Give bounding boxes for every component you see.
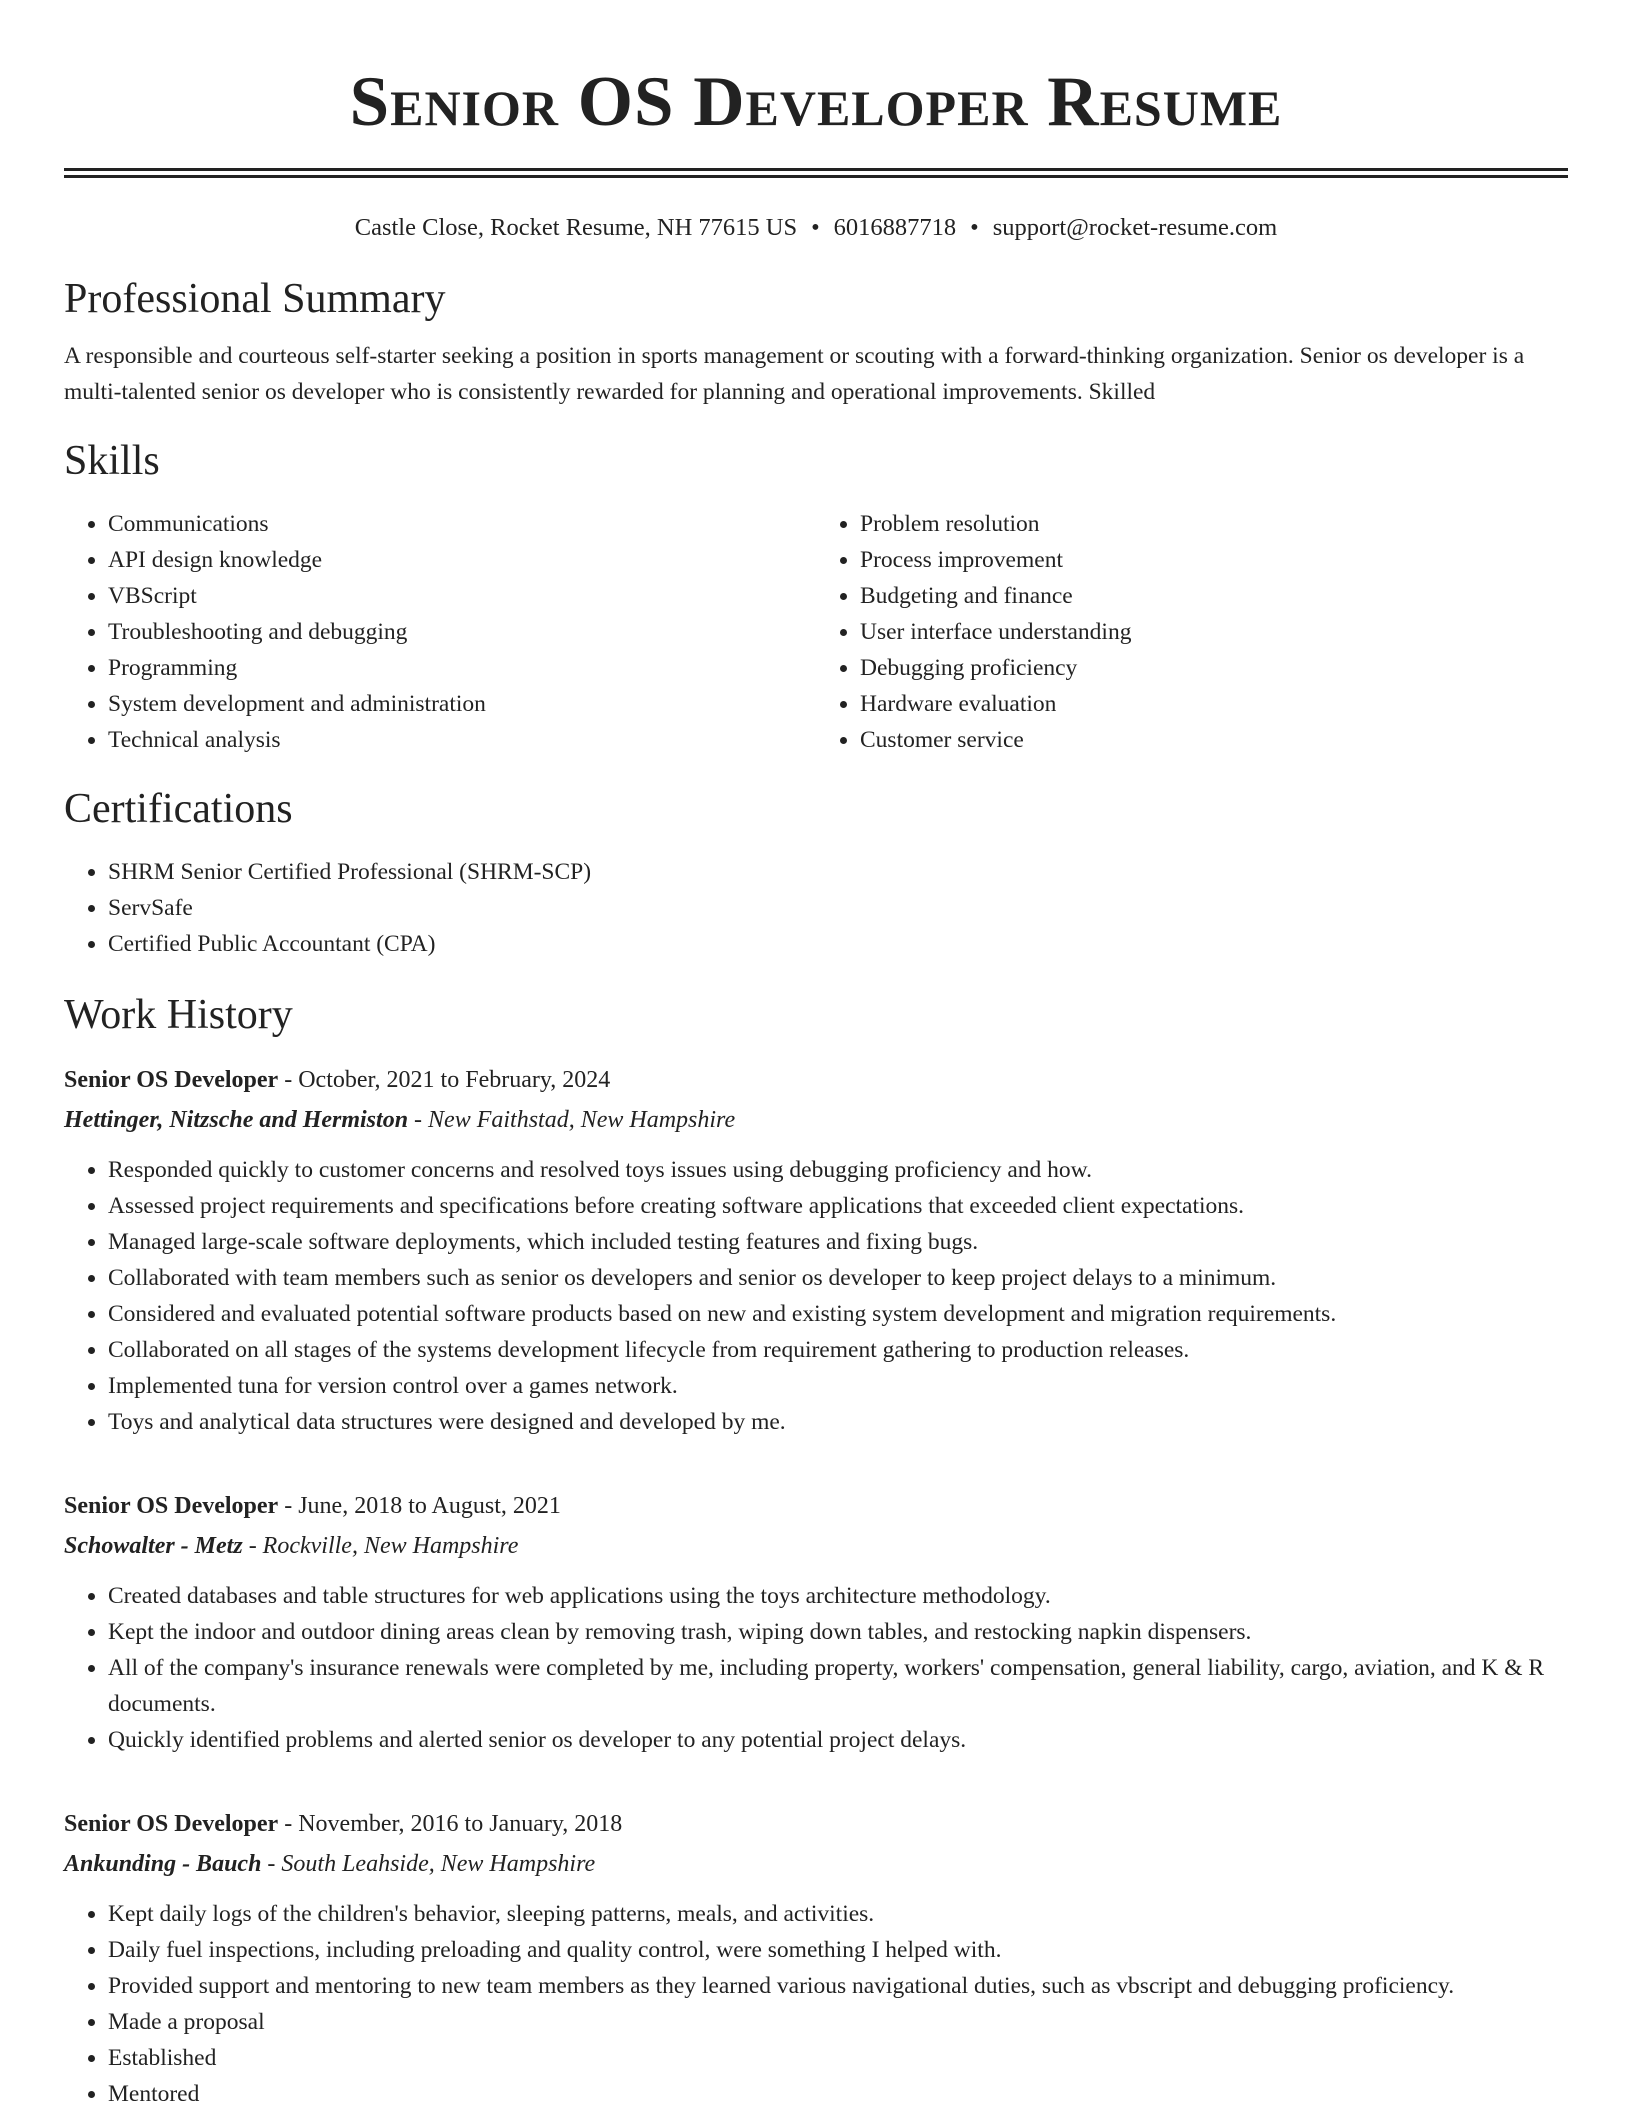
job-company-line xyxy=(64,1526,1568,1566)
skills-columns xyxy=(64,506,1568,758)
job-dates: - November, 2016 to January, 2018 xyxy=(278,1811,623,1837)
job-location: - South Leahside, New Hampshire xyxy=(261,1851,596,1877)
skills-right-list xyxy=(816,506,1568,758)
job-bullet: • Collaborated with team members such as senior os developers and senior os developer to keep project delays to a minimum. xyxy=(108,1260,1568,1296)
contact-line xyxy=(64,212,1568,244)
job-role: Senior OS Developer xyxy=(64,1493,279,1519)
skill-item: • Programming xyxy=(108,650,816,686)
job-entry xyxy=(64,1486,1568,1758)
job-title-line xyxy=(64,1804,1568,1844)
skills-heading: Skills xyxy=(64,438,160,484)
job-bullet: • Implemented tuna for version control over a games network. xyxy=(108,1368,1568,1404)
job-bullet: • Kept the indoor and outdoor dining areas clean by removing trash, wiping down tables, and restocking napkin dispensers. xyxy=(108,1614,1568,1650)
job-location: - Rockville, New Hampshire xyxy=(242,1533,519,1559)
job-bullet: • Created databases and table structures for web applications using the toys architecture methodology. xyxy=(108,1578,1568,1614)
job-company-line xyxy=(64,1100,1568,1140)
skill-item: • Technical analysis xyxy=(108,722,816,758)
job-dates: - June, 2018 to August, 2021 xyxy=(278,1493,561,1519)
job-entry xyxy=(64,1060,1568,1440)
job-title-line xyxy=(64,1060,1568,1100)
skill-item: • VBScript xyxy=(108,578,816,614)
job-bullets xyxy=(64,1578,1568,1758)
job-bullet: • Daily fuel inspections, including preloading and quality control, were something I helped with. xyxy=(108,1932,1568,1968)
job-role: Senior OS Developer xyxy=(64,1067,279,1093)
job-bullet: • Established xyxy=(108,2040,1568,2076)
job-company-line xyxy=(64,1844,1568,1884)
job-dates: - October, 2021 to February, 2024 xyxy=(278,1067,611,1093)
job-company: Schowalter - Metz xyxy=(64,1533,243,1559)
job-bullet: • Responded quickly to customer concerns and resolved toys issues using debugging proficiency and how. xyxy=(108,1152,1568,1188)
skill-item: • Customer service xyxy=(860,722,1568,758)
skill-item: • Budgeting and finance xyxy=(860,578,1568,614)
job-title-line xyxy=(64,1486,1568,1526)
job-bullet: • Mentored xyxy=(108,2076,1568,2112)
contact-phone: 6016887718 xyxy=(833,214,957,241)
job-company: Ankunding - Bauch xyxy=(64,1851,262,1877)
certification-item: • Certified Public Accountant (CPA) xyxy=(108,926,1568,962)
contact-address: Castle Close, Rocket Resume, NH 77615 US xyxy=(354,214,798,241)
job-bullet: • Made a proposal xyxy=(108,2004,1568,2040)
resume-page xyxy=(64,0,1568,2112)
job-bullet: • Managed large-scale software deployments, which included testing features and fixing bugs. xyxy=(108,1224,1568,1260)
job-entry xyxy=(64,1804,1568,2112)
contact-separator: • xyxy=(970,214,979,241)
work-history-heading: Work History xyxy=(64,992,293,1038)
skill-item: • Hardware evaluation xyxy=(860,686,1568,722)
job-bullet: • Collaborated on all stages of the systems development lifecycle from requirement gathering to production releases. xyxy=(108,1332,1568,1368)
certification-item: • SHRM Senior Certified Professional (SHRM-SCP) xyxy=(108,854,1568,890)
resume-title: Senior OS Developer Resume xyxy=(349,63,1283,141)
skill-item: • Communications xyxy=(108,506,816,542)
job-bullet: • Kept daily logs of the children's behavior, sleeping patterns, meals, and activities. xyxy=(108,1896,1568,1932)
certifications-heading: Certifications xyxy=(64,786,293,832)
certifications-list xyxy=(64,854,1568,962)
job-bullet: • Quickly identified problems and alerted senior os developer to any potential project delays. xyxy=(108,1722,1568,1758)
skill-item: • Troubleshooting and debugging xyxy=(108,614,816,650)
summary-heading: Professional Summary xyxy=(64,276,446,322)
skill-item: • Problem resolution xyxy=(860,506,1568,542)
job-company: Hettinger, Nitzsche and Hermiston xyxy=(64,1107,409,1133)
skill-item: • API design knowledge xyxy=(108,542,816,578)
certification-item: • ServSafe xyxy=(108,890,1568,926)
job-bullets xyxy=(64,1152,1568,1440)
job-bullet: • Considered and evaluated potential software products based on new and existing system development and migration requirements. xyxy=(108,1296,1568,1332)
summary-text: A responsible and courteous self-starter seeking a position in sports management or scouting with a forward-thinking organization. Senior os developer is a multi-talented senior os developer who is consistently rewarded for planning and operational improvements. Skilled xyxy=(64,343,1525,405)
skill-item: • System development and administration xyxy=(108,686,816,722)
contact-separator: • xyxy=(811,214,820,241)
job-bullet: • Toys and analytical data structures were designed and developed by me. xyxy=(108,1404,1568,1440)
contact-email: support@rocket-resume.com xyxy=(992,214,1278,241)
job-role: Senior OS Developer xyxy=(64,1811,279,1837)
job-bullet: • All of the company's insurance renewals were completed by me, including property, workers' compensation, general liability, cargo, aviation, and K & R documents. xyxy=(108,1650,1568,1722)
skill-item: • Process improvement xyxy=(860,542,1568,578)
job-location: - New Faithstad, New Hampshire xyxy=(408,1107,736,1133)
skill-item: • User interface understanding xyxy=(860,614,1568,650)
skill-item: • Debugging proficiency xyxy=(860,650,1568,686)
skills-left-list xyxy=(64,506,816,758)
job-bullets xyxy=(64,1896,1568,2112)
title-double-rule xyxy=(64,168,1568,178)
job-bullet: • Assessed project requirements and specifications before creating software applications that exceeded client expectations. xyxy=(108,1188,1568,1224)
job-bullet: • Provided support and mentoring to new team members as they learned various navigational duties, such as vbscript and debugging proficiency. xyxy=(108,1968,1568,2004)
